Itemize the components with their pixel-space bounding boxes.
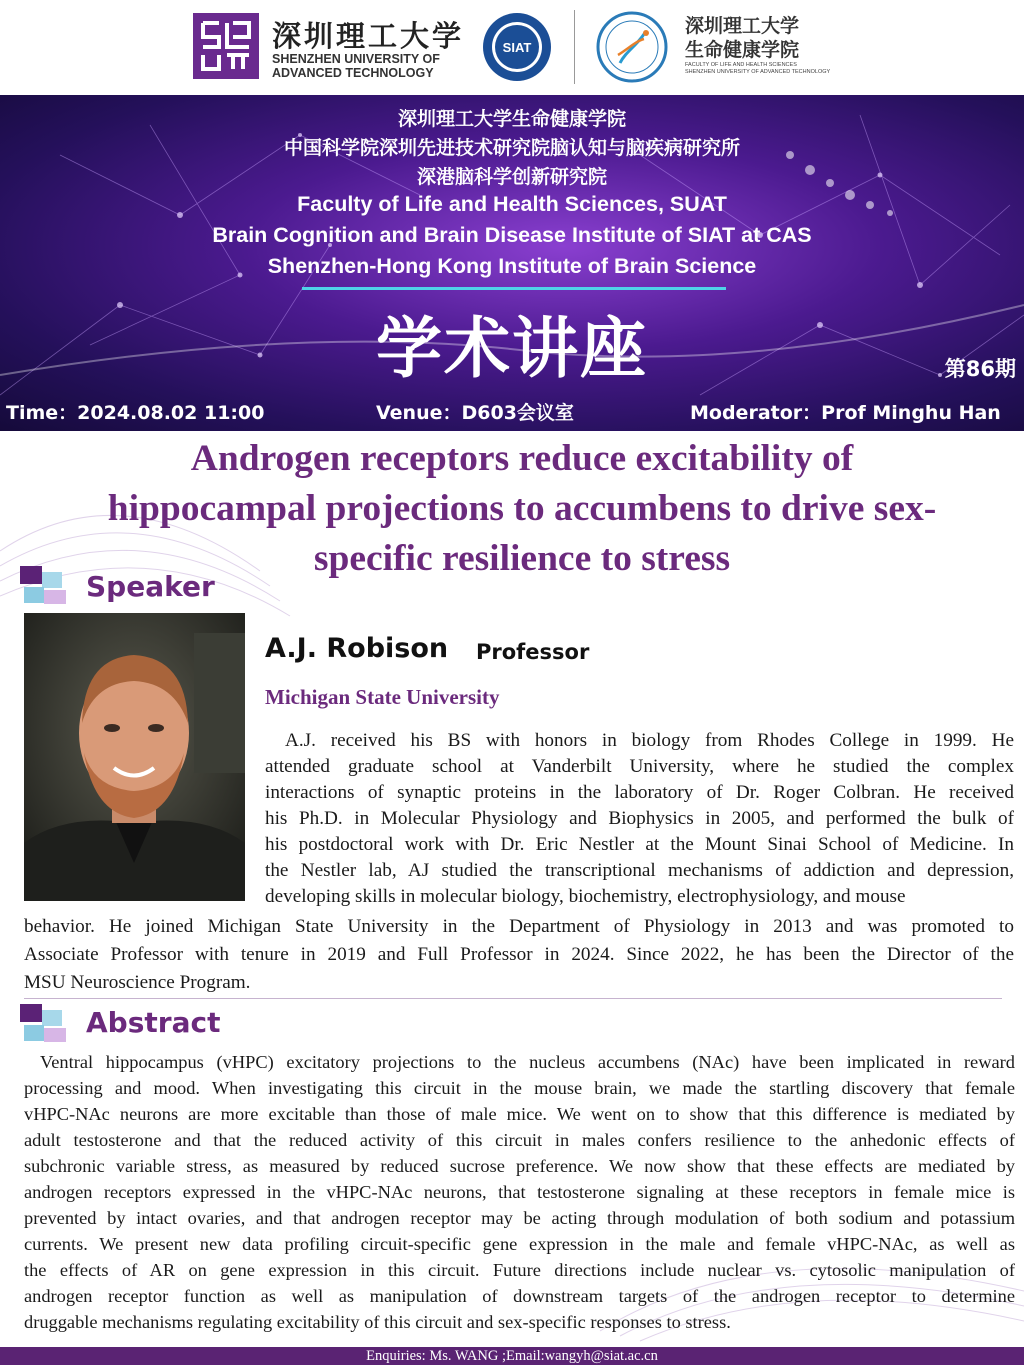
abstract-line: prevented by intact ovaries, and that androgen receptor may be acting through modulation of both sodium and potassium <box>24 1208 1015 1228</box>
talk-title-line: Androgen receptors reduce excitability of <box>190 438 854 479</box>
section-divider <box>24 998 1002 999</box>
event-moderator: Moderator：Prof Minghu Han <box>690 402 1001 424</box>
section-blocks-icon <box>20 1004 68 1046</box>
talk-title-line: hippocampal projections to accumbens to drive sex- <box>107 488 937 529</box>
bio-line: his Ph.D. in Molecular Physiology and Biophysics in 2005, and performed the bulk of <box>265 808 1014 829</box>
speaker-photo <box>24 613 245 901</box>
bio-line: MSU Neuroscience Program. <box>24 972 251 993</box>
banner <box>0 95 1024 431</box>
faculty-name-en <box>685 62 835 76</box>
abstract-line: subchronic variable stress, as measured by reduced sucrose preference. We now show that these effects are mediated by <box>24 1156 1015 1176</box>
talk-title-line: specific resilience to stress <box>313 538 731 579</box>
abstract-line: druggable mechanisms regulating excitability of this circuit and sex-specific responses to stress. <box>24 1312 731 1332</box>
institute-cn-line: 深港脑科学创新研究院 <box>416 166 607 188</box>
speaker-name: A.J. Robison <box>265 633 449 664</box>
enquiries-footer: Enquiries: Ms. WANG ;Email:wangyh@siat.ac.cn <box>0 1347 1024 1365</box>
speaker-heading: Speaker <box>86 570 215 603</box>
faculty-name-en-line: SHENZHEN UNIVERSITY OF ADVANCED TECHNOLOGY <box>685 69 831 75</box>
abstract-line: vHPC-NAc neurons are more excitable than those of male mice. We went on to show that this difference is mediated by <box>24 1104 1015 1124</box>
suat-logo-icon <box>193 13 259 79</box>
institute-cn-line: 深圳理工大学生命健康学院 <box>397 108 626 130</box>
siat-abbr: SIAT <box>502 40 532 55</box>
abstract-line: androgen receptors expressed in the vHPC-NAc neurons, that testosterone signaling at these receptors in female mice is <box>24 1182 1015 1202</box>
faculty-name-cn-line: 生命健康学院 <box>685 39 800 61</box>
suat-name-en-line: SHENZHEN UNIVERSITY OF <box>272 52 440 66</box>
event-venue: Venue：D603会议室 <box>376 402 574 424</box>
bio-line: his postdoctoral work with Dr. Eric Nestler at the Mount Sinai School of Medicine. In <box>265 834 1014 855</box>
faculty-name-cn <box>685 14 799 62</box>
bio-line: Associate Professor with tenure in 2019 and Full Professor in 2024. Since 2022, he has been the Director of the <box>24 944 1014 965</box>
abstract-line: the effects of AR on gene expression in this circuit. Future directions include nuclear vs. cytosolic manipulation of <box>24 1260 1015 1280</box>
abstract-heading: Abstract <box>86 1006 221 1039</box>
bio-line: behavior. He joined Michigan State University in the Department of Physiology in 2013 and was promoted to <box>24 916 1014 937</box>
section-blocks-icon <box>20 566 68 608</box>
faculty-seal-icon <box>596 11 668 83</box>
speaker-institution: Michigan State University <box>265 685 500 709</box>
abstract-line: currents. We present new data profiling circuit-specific gene expression in the male and female vHPC-NAc, as well as <box>24 1234 1015 1254</box>
bio-line: the Nestler lab, AJ studied the transcriptional mechanisms of addiction and depression, <box>265 860 1014 881</box>
abstract-line: processing and mood. When investigating this circuit in the mouse brain, we made the startling discovery that female <box>24 1078 1015 1098</box>
faculty-name-cn-line: 深圳理工大学 <box>685 15 800 37</box>
abstract-line: androgen receptor function as well as manipulation of downstream targets of the androgen receptor to determine <box>24 1286 1015 1306</box>
institute-cn-line: 中国科学院深圳先进技术研究院脑认知与脑疾病研究所 <box>283 137 740 159</box>
speaker-role: Professor <box>476 640 590 664</box>
logo-bar <box>0 0 1024 95</box>
suat-name-en-line: ADVANCED TECHNOLOGY <box>272 66 434 80</box>
abstract-line: Ventral hippocampus (vHPC) excitatory projections to the nucleus accumbens (NAc) have been implicated in reward <box>40 1052 1015 1072</box>
lecture-series-title: 学术讲座 <box>376 310 648 387</box>
talk-title <box>20 434 1024 584</box>
event-time: Time：2024.08.02 11:00 <box>6 402 265 424</box>
siat-seal-icon <box>481 11 553 83</box>
issue-number: 第86期 <box>944 357 1016 381</box>
bio-line: A.J. received his BS with honors in biology from Rhodes College in 1999. He <box>285 730 1014 751</box>
suat-name-en <box>272 52 440 80</box>
banner-divider <box>302 287 726 290</box>
suat-name-cn: 深圳理工大学 <box>272 19 465 53</box>
bio-line: attended graduate school at Vanderbilt University, where he studied the complex <box>265 756 1014 777</box>
abstract-line: adult testosterone and that the reduced activity of this circuit in males confers resilience to the anhedonic effects of <box>24 1130 1015 1150</box>
institute-en-line: Brain Cognition and Brain Disease Institute of SIAT at CAS <box>212 223 812 247</box>
bio-line: interactions of synaptic proteins in the laboratory of Dr. Roger Colbran. He received <box>265 782 1014 803</box>
faculty-name-en-line: FACULTY OF LIFE AND HEALTH SCIENCES <box>685 62 797 68</box>
institute-en-line: Faculty of Life and Health Sciences, SUAT <box>297 192 727 216</box>
logo-divider <box>574 10 575 84</box>
institute-en-line: Shenzhen-Hong Kong Institute of Brain Science <box>267 254 757 278</box>
bio-line: developing skills in molecular biology, biochemistry, electrophysiology, and mouse <box>265 886 906 907</box>
